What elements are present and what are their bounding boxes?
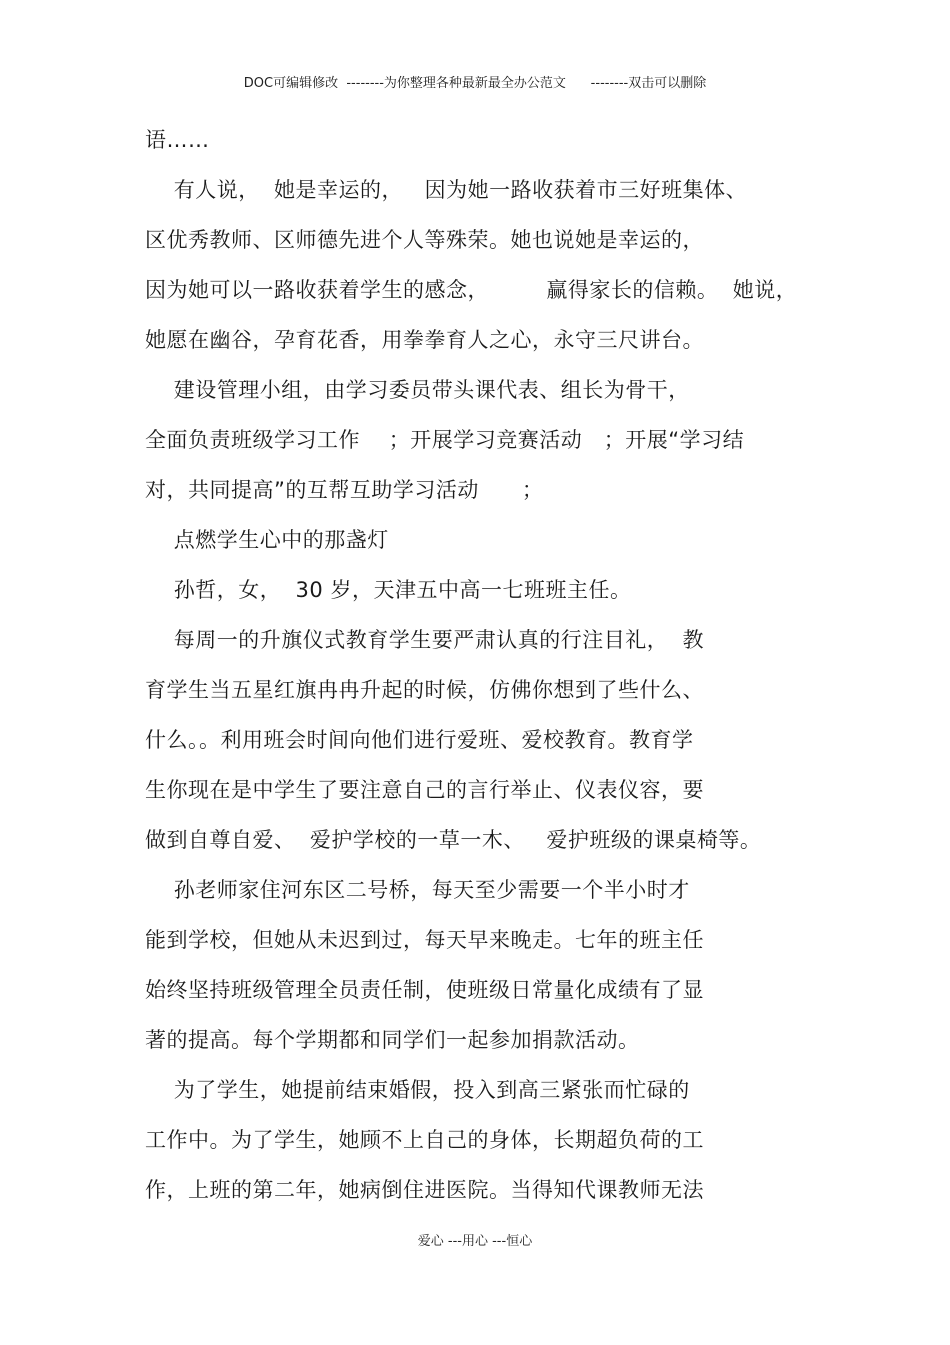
text-line: 孙哲，女， 30 岁，天津五中高一七班班主任。	[145, 578, 632, 602]
text-line: 每周一的升旗仪式教育学生要严肃认真的行注目礼， 教	[145, 628, 705, 652]
page-header: DOC可编辑修改 --------为你整理各种最新最全办公范文 --------双击可以删除	[243, 76, 707, 91]
text-line: 为了学生，她提前结束婚假，投入到高三紧张而忙碌的	[145, 1078, 690, 1102]
text-line: 做到自尊自爱、 爱护学校的一草一木、 爱护班级的课桌椅等。	[145, 828, 762, 852]
text-line: 对，共同提高”的互帮互助学习活动 ；	[145, 478, 544, 502]
text-line: 全面负责班级学习工作 ；开展学习竞赛活动 ；开展“学习结	[145, 428, 745, 452]
text-line: 能到学校，但她从未迟到过，每天早来晚走。七年的班主任	[145, 928, 704, 952]
text-line: 孙老师家住河东区二号桥，每天至少需要一个半小时才	[145, 878, 690, 902]
text-line: 语……	[145, 128, 210, 152]
text-line: 因为她可以一路收获着学生的感念， 赢得家长的信赖。 她说，	[145, 278, 798, 302]
text-line: 什么。。利用班会时间向他们进行爱班、爱校教育。教育学	[145, 728, 694, 752]
text-line: 作，上班的第二年，她病倒住进医院。当得知代课教师无法	[145, 1178, 704, 1202]
text-line: 她愿在幽谷，孕育花香，用拳拳育人之心，永守三尺讲台。	[145, 328, 704, 352]
section-heading: 点燃学生心中的那盏灯	[145, 528, 389, 552]
text-line: 区优秀教师、区师德先进个人等殊荣。她也说她是幸运的，	[145, 228, 704, 252]
page-footer: 爱心 ---用心 ---恒心	[417, 1234, 533, 1249]
text-line: 著的提高。每个学期都和同学们一起参加捐款活动。	[145, 1028, 640, 1052]
text-line: 建设管理小组，由学习委员带头课代表、组长为骨干，	[145, 378, 690, 402]
text-line: 生你现在是中学生了要注意自己的言行举止、仪表仪容，要	[145, 778, 704, 802]
text-line: 工作中。为了学生，她顾不上自己的身体，长期超负荷的工	[145, 1128, 704, 1152]
text-line: 育学生当五星红旗冉冉升起的时候，仿佛你想到了些什么、	[145, 678, 704, 702]
text-line: 有人说， 她是幸运的， 因为她一路收获着市三好班集体、	[145, 178, 748, 202]
text-line: 始终坚持班级管理全员责任制，使班级日常量化成绩有了显	[145, 978, 704, 1002]
